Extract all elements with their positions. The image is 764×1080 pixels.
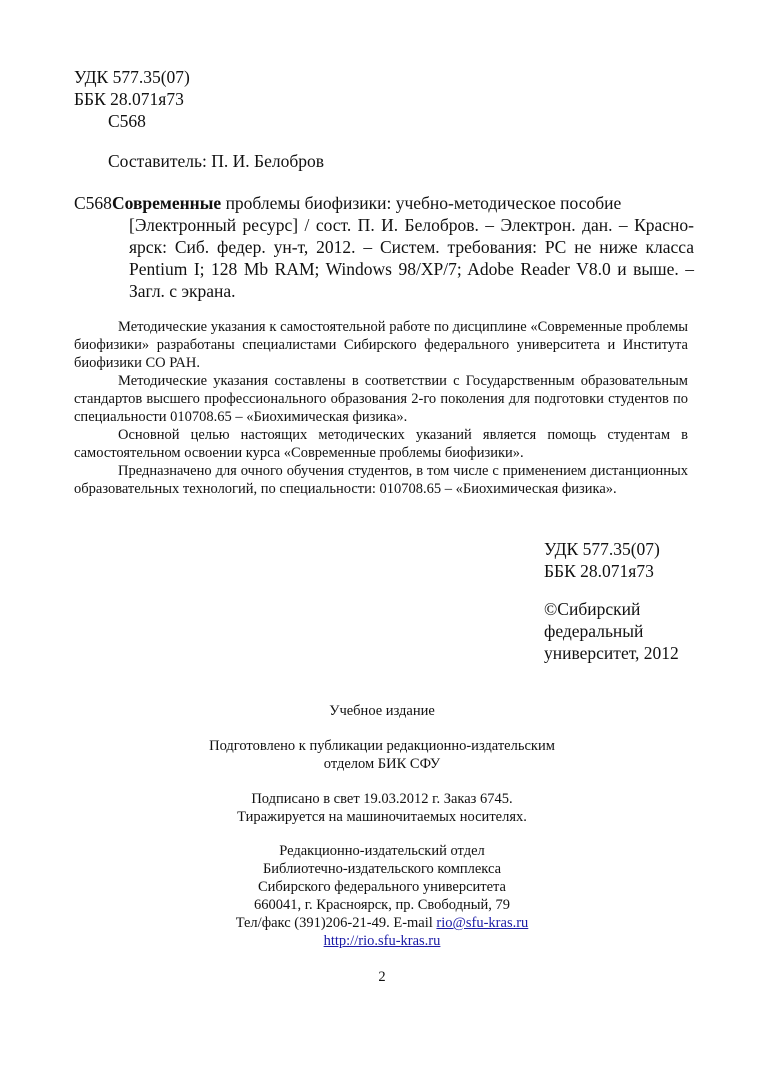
copyright-notice <box>544 598 679 664</box>
bbk-code: ББК 28.071я73 <box>74 89 184 109</box>
copyright-line: ©Сибирский <box>544 599 641 619</box>
publisher-address: 660041, г. Красноярск, пр. Свободный, 79 <box>253 897 510 913</box>
bibliographic-record <box>74 192 694 302</box>
website-link[interactable]: http://rio.sfu-kras.ru <box>323 933 441 949</box>
publisher-line: Редакционно-издательский отдел <box>279 843 485 859</box>
bibliographic-code: С568 <box>74 193 112 213</box>
author-sign-code: С568 <box>108 111 146 131</box>
publisher-line: Сибирского федерального университета <box>258 879 506 895</box>
bibliographic-title-bold: Современные <box>112 193 222 213</box>
copies-line: Тиражируется на машиночитаемых носителях. <box>237 809 527 825</box>
bibliographic-first-line <box>74 192 694 214</box>
classification-codes-top <box>74 66 190 132</box>
udk-code: УДК 577.35(07) <box>74 67 190 87</box>
prepared-by <box>0 737 764 773</box>
publication-info <box>0 790 764 826</box>
abstract-paragraph: Предназначено для очного обучения студентов, в том числе с применением дистанционных образовательных технологий, по специальности: 010708.65 – «Биохимическая физика». <box>74 463 688 497</box>
page-number: 2 <box>378 969 386 985</box>
publisher-contacts <box>0 914 764 932</box>
prepared-line: Подготовлено к публикации редакционно-издательским <box>209 738 555 754</box>
abstract-paragraph: Методические указания к самостоятельной работе по дисциплине «Современные проблемы биофизики» разработаны специалистами Сибирского федерального университета и Института биофизики СО РАН. <box>74 319 688 371</box>
classification-codes-bottom <box>544 538 660 582</box>
bibliographic-line-3: ярск: Сиб. федер. ун-т, 2012. – Систем. требования: PC не ниже класса <box>129 237 694 257</box>
bibliographic-title-rest: проблемы биофизики: учебно-методическое пособие <box>221 193 622 213</box>
bibliographic-line-2: [Электронный ресурс] / сост. П. И. Белобров. – Электрон. дан. – Красно- <box>129 215 694 235</box>
signed-line: Подписано в свет 19.03.2012 г. Заказ 6745. <box>251 791 513 807</box>
phone-fax: Тел/факс (391)206-21-49. E-mail <box>235 915 437 931</box>
copyright-line: федеральный <box>544 621 644 641</box>
edition-type: Учебное издание <box>329 703 435 719</box>
prepared-line: отделом БИК СФУ <box>323 756 441 772</box>
abstract <box>74 318 688 498</box>
abstract-paragraph: Методические указания составлены в соответствии с Государственным образовательным стандартов высшего профессионального образования 2-го поколения для подготовки студентов по специальности 010708.65 – «Биохимическая физика». <box>74 373 688 425</box>
publisher-line: Библиотечно-издательского комплекса <box>262 861 502 877</box>
bibliographic-continuation <box>74 214 694 302</box>
bbk-code-bottom: ББК 28.071я73 <box>544 561 654 581</box>
compiler-line: Составитель: П. И. Белобров <box>108 151 324 171</box>
bibliographic-line-5: Загл. с экрана. <box>129 281 236 301</box>
copyright-line: университет, 2012 <box>544 643 679 663</box>
udk-code-bottom: УДК 577.35(07) <box>544 539 660 559</box>
email-link[interactable]: rio@sfu-kras.ru <box>436 915 529 931</box>
abstract-paragraph: Основной целью настоящих методических указаний является помощь студентам в самостоятельном освоении курса «Современные проблемы биофизики». <box>74 427 688 461</box>
publisher-info <box>0 842 764 950</box>
bibliographic-line-4: Pentium I; 128 Mb RAM; Windows 98/XP/7; Adobe Reader V8.0 и выше. – <box>129 259 694 279</box>
